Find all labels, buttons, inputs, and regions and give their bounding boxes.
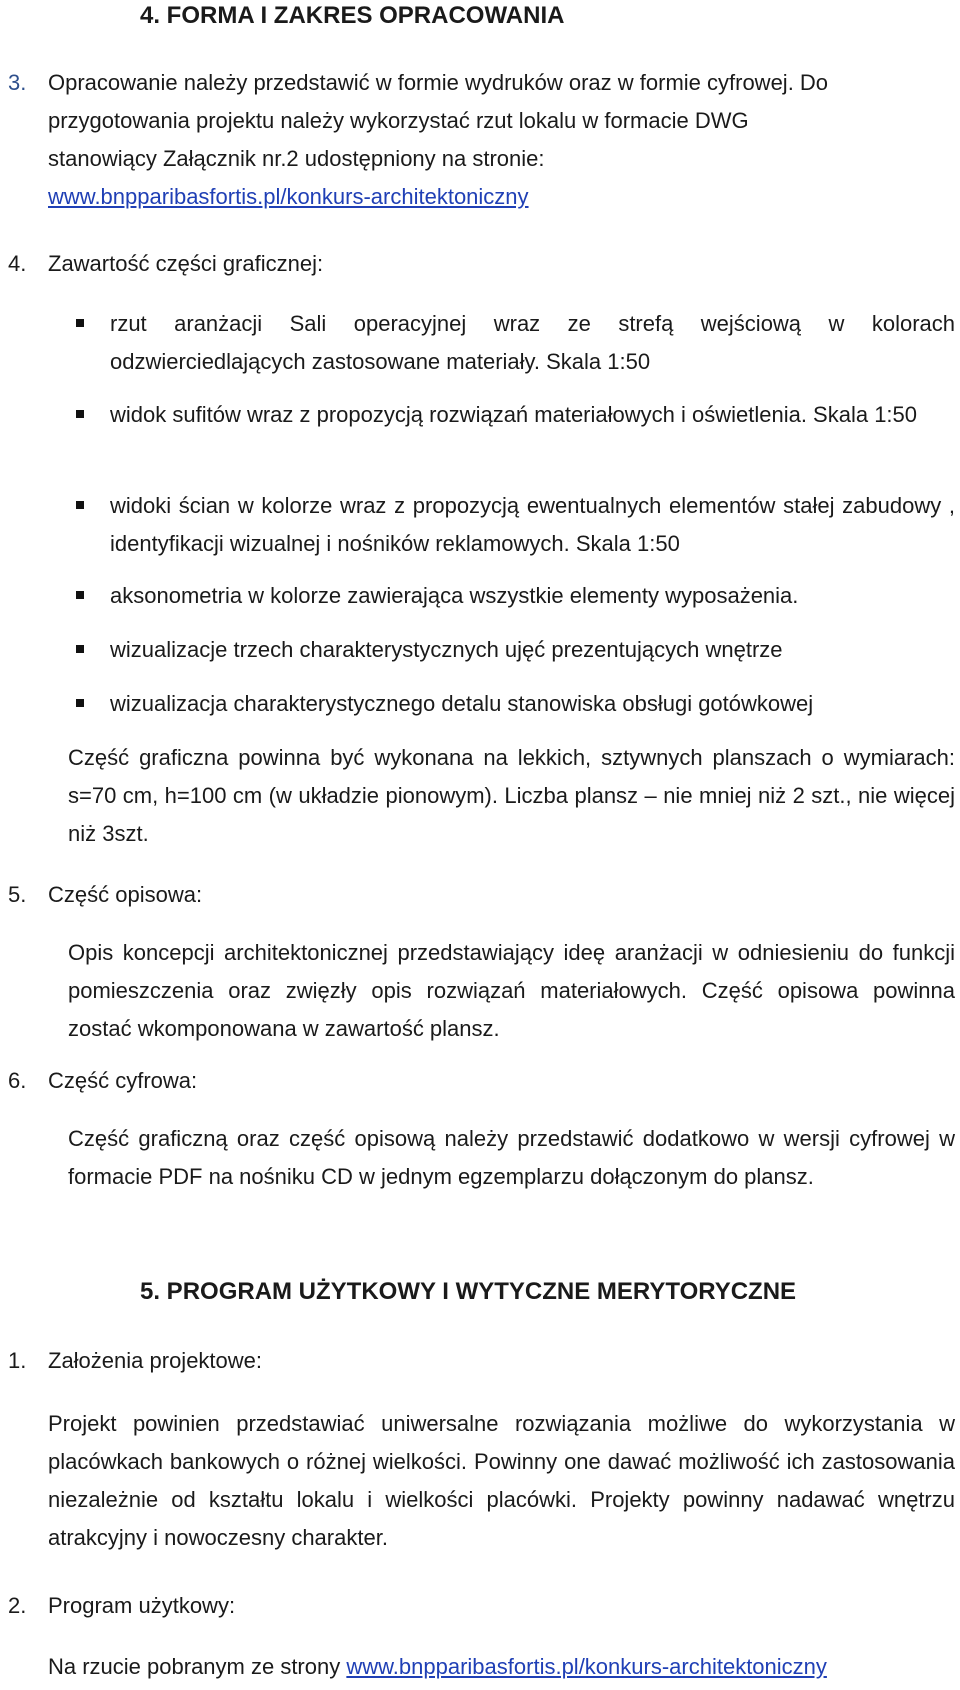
item-5-number: 5. [8,882,27,907]
item-3-line-2: przygotowania projektu należy wykorzystać rzut lokalu w formacie DWG [48,108,749,133]
program-item-1-number: 1. [8,1348,27,1373]
bullet-marker [76,501,84,509]
item-6-label: Część cyfrowa: [48,1068,198,1093]
section-4-heading: 4. FORMA I ZAKRES OPRACOWANIA [140,2,565,29]
item-4-label: Zawartość części graficznej: [48,251,324,276]
item-3-line-3: stanowiący Załącznik nr.2 udostępniony na stronie: [48,146,545,171]
item-5-body: Opis koncepcji architektonicznej przedstawiający ideę aranżacji w odniesieniu do funkcji pomieszczenia oraz zwięzły opis rozwiązań materiałowych. Część opisowa powinna zostać wkomponowana w zawartość plansz. [68,940,955,1041]
item-4-number: 4. [8,251,27,276]
item-6-number: 6. [8,1068,27,1093]
program-item-1-label: Założenia projektowe: [48,1348,263,1373]
item-5-label: Część opisowa: [48,882,203,907]
bullet-item: aksonometria w kolorze zawierająca wszystkie elementy wyposażenia. [110,583,799,608]
bullet-marker [76,699,84,707]
bullet-item: wizualizacja charakterystycznego detalu stanowiska obsługi gotówkowej [110,691,814,716]
item-3-number: 3. [8,70,27,95]
item-3-line-1: Opracowanie należy przedstawić w formie wydruków oraz w formie cyfrowej. Do [48,70,829,95]
item-6-body: Część graficzną oraz część opisową należy przedstawić dodatkowo w wersji cyfrowej w formacie PDF na nośniku CD w jednym egzemplarzu dołączonym do plansz. [68,1126,955,1189]
item-3-url-link[interactable]: www.bnpparibasfortis.pl/konkurs-architektoniczny [48,184,529,209]
section-5-heading: 5. PROGRAM UŻYTKOWY I WYTYCZNE MERYTORYCZNE [140,1278,797,1305]
program-item-2-label: Program użytkowy: [48,1593,236,1618]
bullet-marker [76,591,84,599]
program-item-1-body: Projekt powinien przedstawiać uniwersalne rozwiązania możliwe do wykorzystania w placówkach bankowych o różnej wielkości. Powinny one dawać możliwość ich zastosowania niezależnie od kształtu lokalu i wielkości placówki. Projekty powinny nadawać wnętrzu atrakcyjny i nowoczesny charakter. [48,1411,955,1550]
bullet-item: rzut aranżacji Sali operacyjnej wraz ze strefą wejściową w kolorach odzwierciedlających zastosowane materiały. Skala 1:50 [110,311,955,374]
bullet-marker [76,319,84,327]
program-item-2-prefix: Na rzucie pobranym ze strony [48,1654,341,1679]
bullet-item: wizualizacje trzech charakterystycznych ujęć prezentujących wnętrze [110,637,783,662]
item-4-note: Część graficzna powinna być wykonana na lekkich, sztywnych planszach o wymiarach: s=70 cm, h=100 cm (w układzie pionowym). Liczba plansz – nie mniej niż 2 szt., nie więcej niż 3szt. [68,745,955,846]
bullet-marker [76,410,84,418]
bullet-item: widoki ścian w kolorze wraz z propozycją ewentualnych elementów stałej zabudowy , identyfikacji wizualnej i nośników reklamowych. Skala 1:50 [110,493,955,556]
program-item-2-url-link[interactable]: www.bnpparibasfortis.pl/konkurs-architektoniczny [346,1654,827,1679]
bullet-item: widok sufitów wraz z propozycją rozwiązań materiałowych i oświetlenia. Skala 1:50 [110,402,918,427]
program-item-2-number: 2. [8,1593,27,1618]
bullet-marker [76,645,84,653]
program-item-2-text [48,1648,827,1686]
